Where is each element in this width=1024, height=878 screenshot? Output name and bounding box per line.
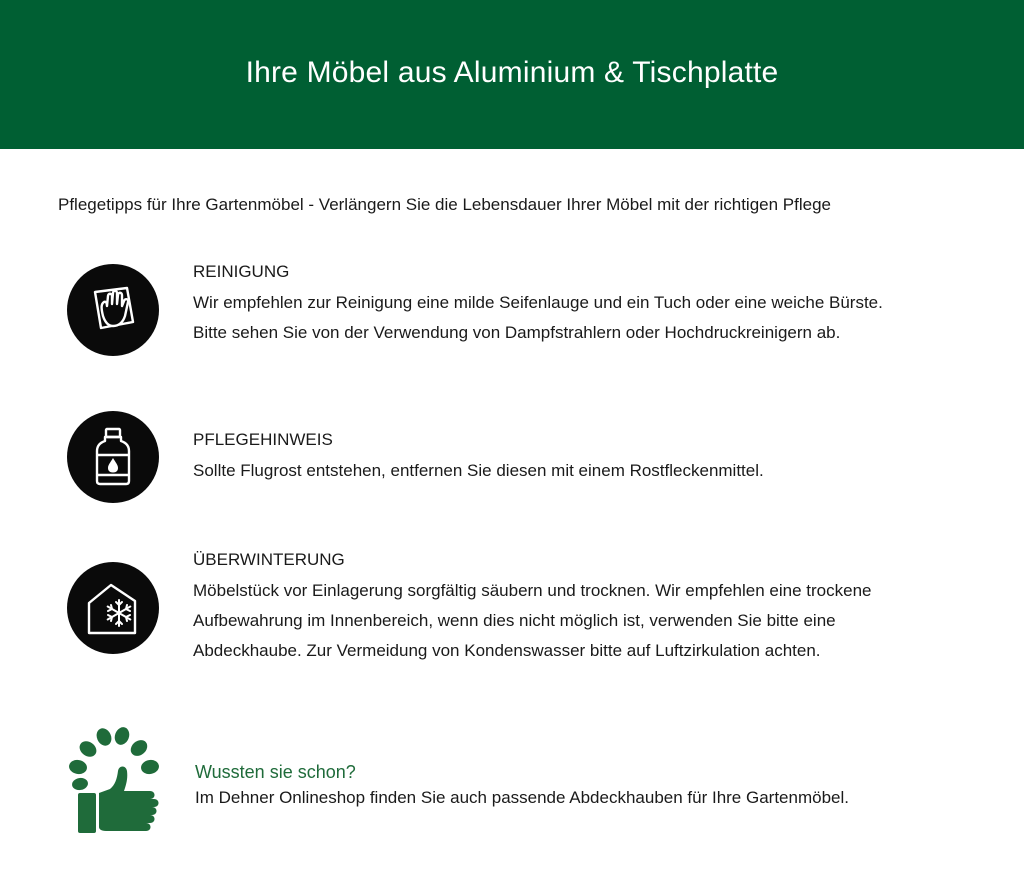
bottle-drop-icon [67, 411, 159, 503]
section-body [193, 288, 883, 348]
section-line: Sollte Flugrost entstehen, entfernen Sie diesen mit einem Rostfleckenmittel. [193, 461, 764, 480]
house-snowflake-icon [67, 562, 159, 654]
section-title: REINIGUNG [193, 262, 290, 281]
tip-title: Wussten sie schon? [195, 762, 356, 782]
tip-box [195, 760, 849, 812]
page-title: Ihre Möbel aus Aluminium & Tischplatte [245, 55, 779, 89]
section-title: ÜBERWINTERUNG [193, 550, 345, 569]
thumbs-up-leaves-icon [66, 727, 164, 837]
header-banner [0, 0, 1024, 149]
tip-body: Im Dehner Onlineshop finden Sie auch passende Abdeckhauben für Ihre Gartenmöbel. [195, 788, 849, 807]
section-line: Bitte sehen Sie von der Verwendung von Dampfstrahlern oder Hochdruckreinigern ab. [193, 323, 841, 342]
section-line: Wir empfehlen zur Reinigung eine milde Seifenlauge und ein Tuch oder eine weiche Bürste. [193, 293, 883, 312]
section-body [193, 456, 764, 486]
intro-text: Pflegetipps für Ihre Gartenmöbel - Verlängern Sie die Lebensdauer Ihrer Möbel mit der richtigen Pflege [58, 195, 831, 214]
section-line: Möbelstück vor Einlagerung sorgfältig säubern und trocknen. Wir empfehlen eine trockene [193, 581, 872, 600]
cleaning-hand-cloth-icon [67, 264, 159, 356]
section-title: PFLEGEHINWEIS [193, 430, 333, 449]
section-body [193, 576, 871, 666]
section-line: Abdeckhaube. Zur Vermeidung von Kondenswasser bitte auf Luftzirkulation achten. [193, 641, 821, 660]
section-line: Aufbewahrung im Innenbereich, wenn dies nicht möglich ist, verwenden Sie bitte eine [193, 611, 836, 630]
